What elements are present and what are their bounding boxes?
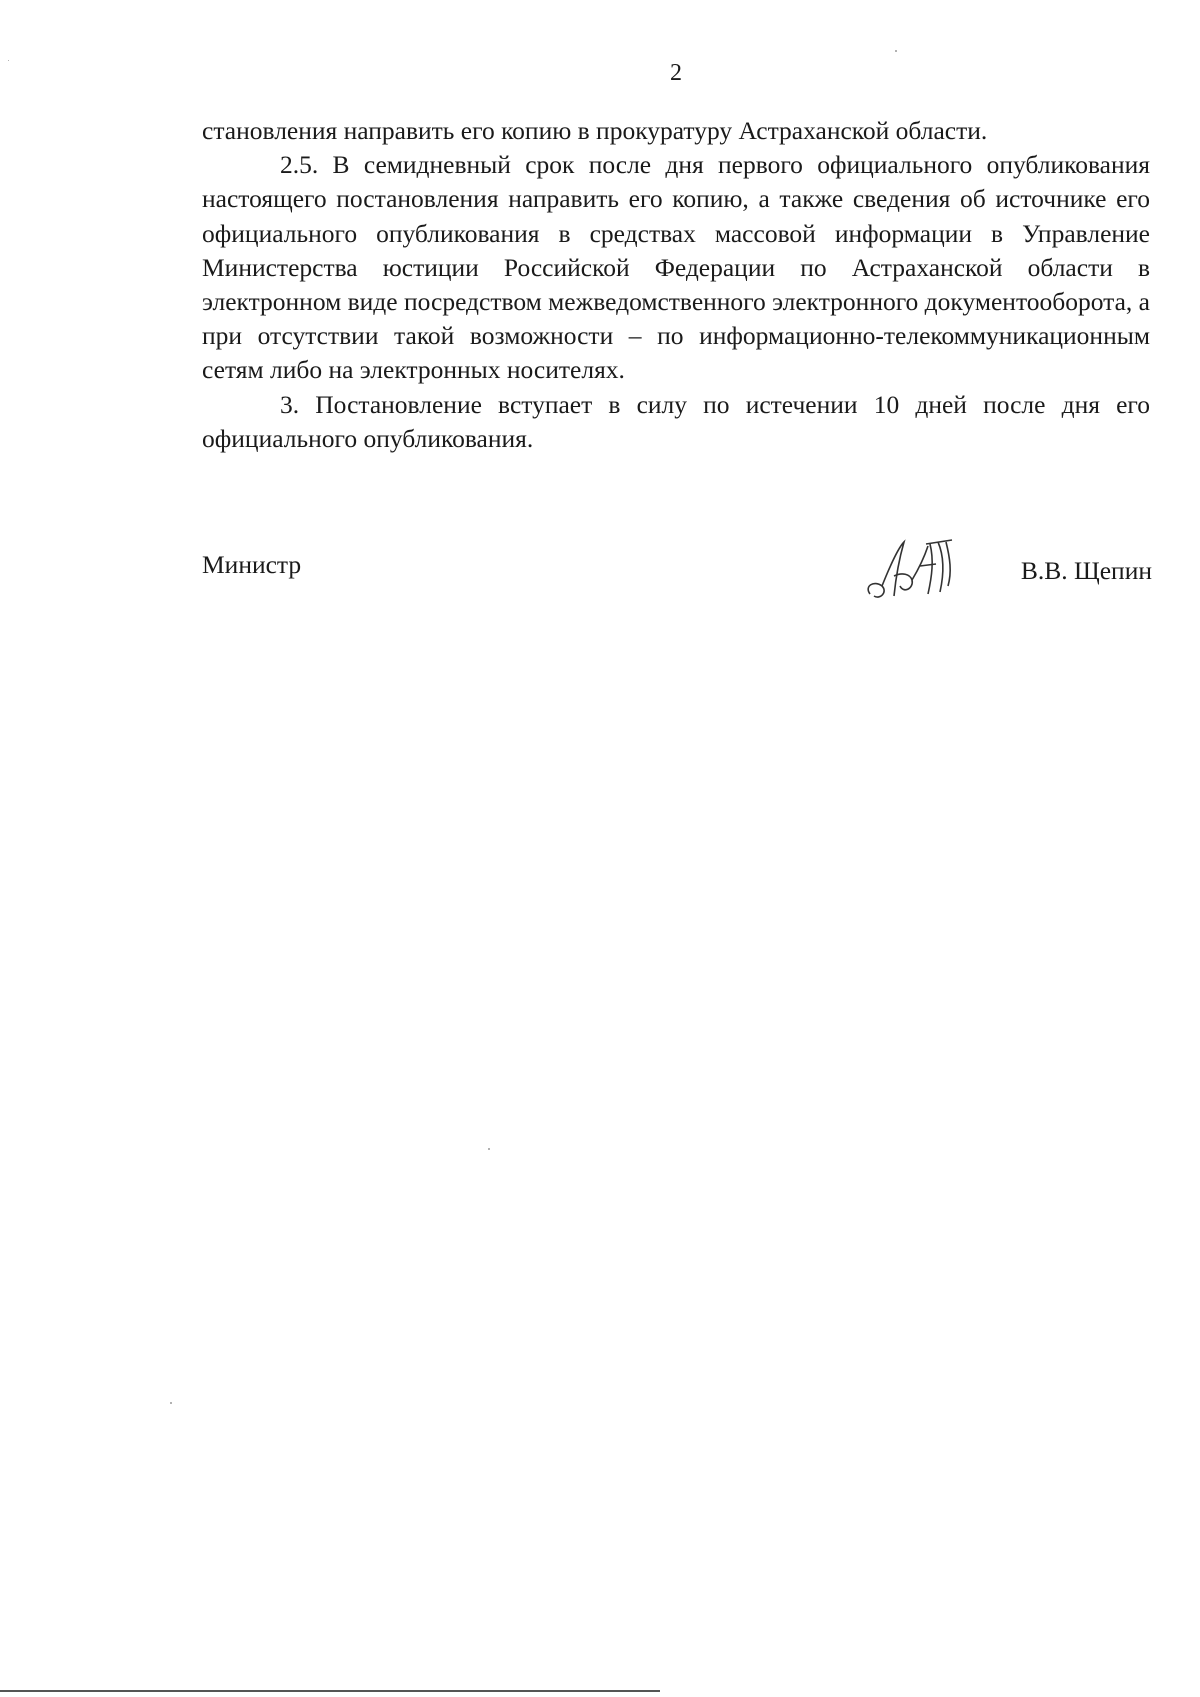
scan-speck <box>170 1402 172 1404</box>
signer-name: В.В. Щепин <box>1020 556 1152 585</box>
handwritten-signature <box>860 536 972 606</box>
scan-speck <box>895 50 897 52</box>
scan-speck <box>8 60 9 61</box>
signer-title: Министр <box>202 550 302 579</box>
page-number: 2 <box>670 60 682 86</box>
document-body <box>202 114 1150 456</box>
paragraph-2-5: 2.5. В семидневный срок после дня первого официального опубликования настоящего постановления направить его копию, а также сведения об источнике его официального опубликования в средствах массовой информации в Управление Министерства юстиции Российской Федерации по Астраханской области в электронном виде посредством межведомственного электронного документооборота, а при отсутствии такой возможности – по информационно-телекоммуникационным сетям либо на электронных носителях. <box>202 150 1150 385</box>
paragraph-3: 3. Постановление вступает в силу по истечении 10 дней после дня его официального опубликования. <box>202 389 1150 453</box>
paragraph-continuation: становления направить его копию в прокуратуру Астраханской области. <box>202 116 988 145</box>
signature-block <box>202 536 1152 616</box>
scan-speck <box>488 1148 490 1150</box>
bottom-scan-edge <box>0 1690 660 1692</box>
